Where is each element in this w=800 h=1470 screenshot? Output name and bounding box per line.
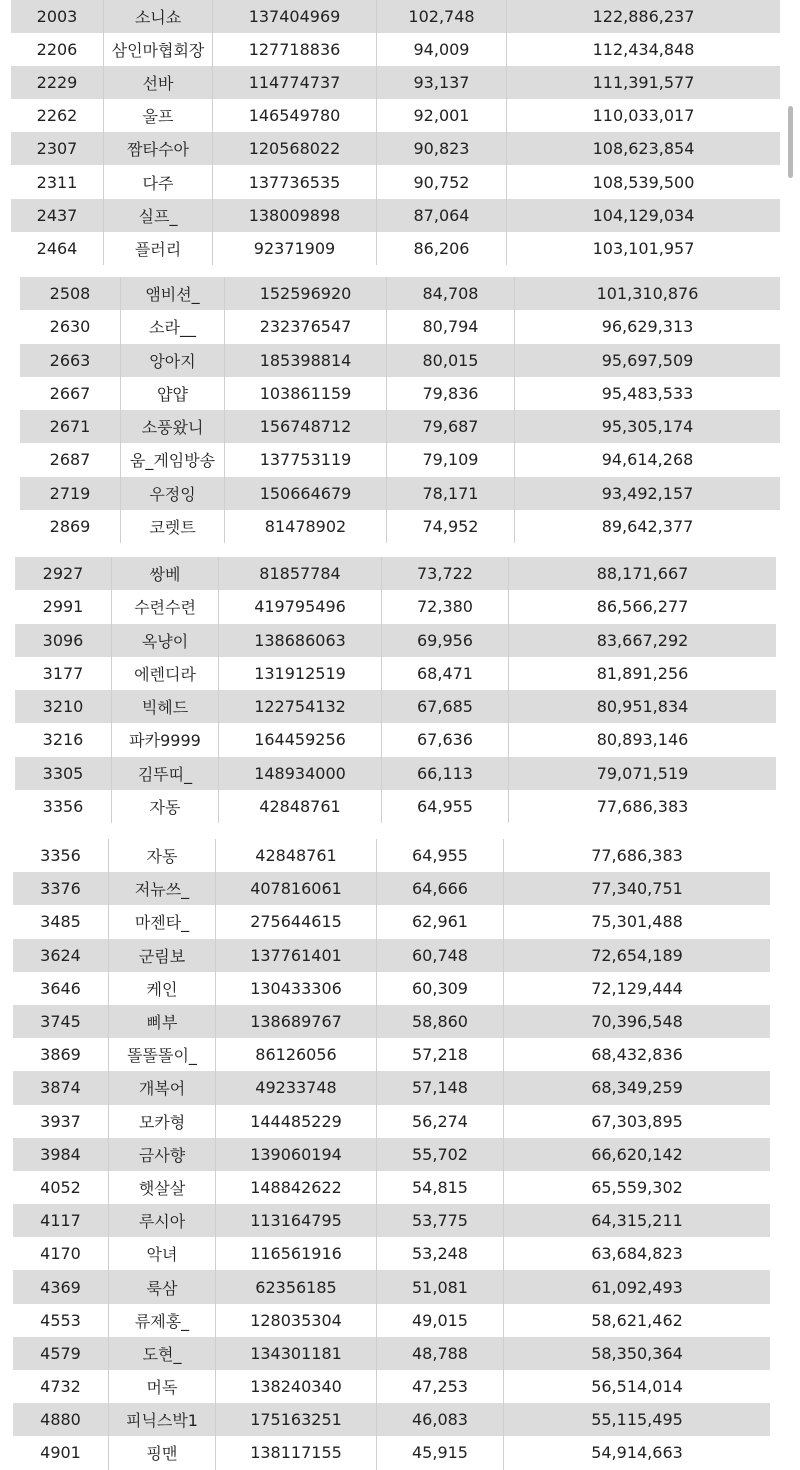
name-cell: 악녀	[108, 1237, 216, 1270]
count-cell: 51,081	[377, 1270, 504, 1303]
count-cell: 67,685	[382, 690, 509, 723]
amount-cell: 83,667,292	[596, 630, 689, 650]
count-cell: 79,109	[387, 443, 515, 476]
name-cell: 에렌디라	[111, 657, 219, 690]
count-cell: 69,956	[382, 624, 509, 657]
rank-cell: 4170	[40, 1244, 81, 1264]
count-cell: 53,248	[377, 1237, 504, 1270]
id-cell: 103861159	[225, 377, 387, 410]
table-row	[11, 132, 780, 165]
id-cell: 138240340	[216, 1370, 377, 1403]
table-row	[13, 939, 770, 972]
name-cell: 핑맨	[108, 1436, 216, 1469]
id-cell: 419795496	[219, 590, 382, 623]
count-cell: 66,113	[382, 757, 509, 790]
table-row	[15, 723, 776, 756]
table-row	[20, 310, 780, 343]
amount-cell: 93,492,157	[601, 483, 694, 503]
name-cell: 우정잉	[120, 477, 225, 510]
rank-cell: 2927	[42, 564, 84, 584]
id-cell: 156748712	[225, 410, 387, 443]
count-cell: 49,015	[377, 1304, 504, 1337]
count-cell: 74,952	[387, 510, 515, 543]
id-cell: 144485229	[216, 1105, 377, 1138]
amount-cell: 80,951,834	[596, 697, 689, 717]
count-cell: 73,722	[382, 557, 509, 590]
id-cell: 175163251	[216, 1403, 377, 1436]
table-row	[13, 1337, 770, 1370]
count-cell: 87,064	[377, 199, 507, 232]
count-cell: 46,083	[377, 1403, 504, 1436]
amount-cell: 68,349,259	[591, 1078, 683, 1098]
name-cell: 울프	[103, 99, 213, 132]
id-cell: 128035304	[216, 1304, 377, 1337]
name-cell: 피닉스박1	[108, 1403, 216, 1436]
name-cell: 움_게임방송	[120, 443, 225, 476]
amount-cell: 111,391,577	[592, 73, 695, 93]
rank-cell: 3305	[42, 763, 84, 783]
count-cell: 48,788	[377, 1337, 504, 1370]
table-row	[13, 1370, 770, 1403]
id-cell: 92371909	[213, 232, 377, 265]
name-cell: 자동	[108, 839, 216, 872]
amount-cell: 58,350,364	[591, 1343, 683, 1363]
amount-cell: 95,483,533	[601, 383, 694, 403]
name-cell: 모카형	[108, 1105, 216, 1138]
rank-cell: 2991	[42, 597, 84, 617]
amount-cell: 104,129,034	[592, 205, 695, 225]
rank-cell: 3984	[40, 1144, 81, 1164]
table-row	[11, 99, 780, 132]
count-cell: 80,015	[387, 344, 515, 377]
id-cell: 275644615	[216, 905, 377, 938]
amount-cell: 55,115,495	[591, 1410, 683, 1430]
rank-cell: 3869	[40, 1045, 81, 1065]
table-row	[15, 624, 776, 657]
id-cell: 116561916	[216, 1237, 377, 1270]
id-cell: 137753119	[225, 443, 387, 476]
rank-cell: 3624	[40, 945, 81, 965]
count-cell: 80,794	[387, 310, 515, 343]
rank-cell: 4369	[40, 1277, 81, 1297]
id-cell: 148842622	[216, 1171, 377, 1204]
table-row	[13, 872, 770, 905]
name-cell: 소라__	[120, 310, 225, 343]
id-cell: 137404969	[213, 0, 377, 33]
rank-cell: 2229	[36, 73, 78, 93]
count-cell: 78,171	[387, 477, 515, 510]
count-cell: 72,380	[382, 590, 509, 623]
table-row	[20, 510, 780, 543]
table-row	[13, 839, 770, 872]
table-row	[13, 1038, 770, 1071]
table-row	[11, 165, 780, 198]
name-cell: 마젠타_	[108, 905, 216, 938]
count-cell: 84,708	[387, 277, 515, 310]
name-cell: 코렛트	[120, 510, 225, 543]
count-cell: 64,955	[382, 790, 509, 823]
id-cell: 42848761	[219, 790, 382, 823]
amount-cell: 64,315,211	[591, 1211, 683, 1231]
name-cell: 다주	[103, 165, 213, 198]
id-cell: 232376547	[225, 310, 387, 343]
rank-cell: 3356	[40, 846, 81, 866]
amount-cell: 101,310,876	[596, 284, 699, 304]
amount-cell: 63,684,823	[591, 1244, 683, 1264]
count-cell: 68,471	[382, 657, 509, 690]
table-row	[15, 557, 776, 590]
name-cell: 도현_	[108, 1337, 216, 1370]
name-cell: 앙아지	[120, 344, 225, 377]
rank-cell: 2437	[36, 205, 78, 225]
rank-cell: 2464	[36, 238, 78, 258]
id-cell: 42848761	[216, 839, 377, 872]
id-cell: 139060194	[216, 1138, 377, 1171]
id-cell: 120568022	[213, 132, 377, 165]
table-row	[20, 277, 780, 310]
name-cell: 빅헤드	[111, 690, 219, 723]
amount-cell: 67,303,895	[591, 1111, 683, 1131]
id-cell: 127718836	[213, 33, 377, 66]
table-row	[13, 1171, 770, 1204]
amount-cell: 66,620,142	[591, 1144, 683, 1164]
count-cell: 90,823	[377, 132, 507, 165]
table-row	[13, 1403, 770, 1436]
amount-cell: 94,614,268	[601, 450, 694, 470]
rank-cell: 3216	[42, 730, 84, 750]
table-row	[20, 410, 780, 443]
rank-cell: 4732	[40, 1377, 81, 1397]
table-row	[15, 757, 776, 790]
name-cell: 파카9999	[111, 723, 219, 756]
rank-cell: 3745	[40, 1012, 81, 1032]
amount-cell: 68,432,836	[591, 1045, 683, 1065]
name-cell: 개복어	[108, 1071, 216, 1104]
table-row	[11, 0, 780, 33]
name-cell: 실프_	[103, 199, 213, 232]
id-cell: 130433306	[216, 972, 377, 1005]
table-row	[20, 377, 780, 410]
amount-cell: 77,340,751	[591, 879, 683, 899]
rank-cell: 2311	[36, 172, 78, 192]
table-row	[13, 1436, 770, 1469]
rank-cell: 3210	[42, 697, 84, 717]
id-cell: 131912519	[219, 657, 382, 690]
id-cell: 137761401	[216, 939, 377, 972]
amount-cell: 56,514,014	[591, 1377, 683, 1397]
name-cell: 똘똘똘이_	[108, 1038, 216, 1071]
table-row	[13, 1071, 770, 1104]
count-cell: 90,752	[377, 165, 507, 198]
name-cell: 자동	[111, 790, 219, 823]
count-cell: 45,915	[377, 1436, 504, 1469]
count-cell: 102,748	[377, 0, 507, 33]
rank-cell: 4117	[40, 1211, 81, 1231]
rank-cell: 2667	[49, 383, 91, 403]
amount-cell: 89,642,377	[601, 516, 694, 536]
rank-cell: 2719	[49, 483, 91, 503]
name-cell: 햇살살	[108, 1171, 216, 1204]
name-cell: 루시아	[108, 1204, 216, 1237]
table-row	[11, 33, 780, 66]
count-cell: 67,636	[382, 723, 509, 756]
count-cell: 93,137	[377, 66, 507, 99]
id-cell: 81478902	[225, 510, 387, 543]
table-row	[20, 344, 780, 377]
amount-cell: 110,033,017	[592, 106, 695, 126]
amount-cell: 58,621,462	[591, 1310, 683, 1330]
name-cell: 삼인마협회장	[103, 33, 213, 66]
name-cell: 쌍베	[111, 557, 219, 590]
count-cell: 64,666	[377, 872, 504, 905]
amount-cell: 54,914,663	[591, 1443, 683, 1463]
name-cell: 플러리	[103, 232, 213, 265]
count-cell: 64,955	[377, 839, 504, 872]
count-cell: 57,218	[377, 1038, 504, 1071]
table-row	[15, 590, 776, 623]
name-cell: 저뉴쓰_	[108, 872, 216, 905]
table-row	[13, 972, 770, 1005]
rank-cell: 3485	[40, 912, 81, 932]
amount-cell: 79,071,519	[596, 763, 689, 783]
rank-cell: 4901	[40, 1443, 81, 1463]
rank-cell: 2671	[49, 417, 91, 437]
table-row	[13, 1005, 770, 1038]
id-cell: 138686063	[219, 624, 382, 657]
amount-cell: 86,566,277	[596, 597, 689, 617]
amount-cell: 75,301,488	[591, 912, 683, 932]
id-cell: 81857784	[219, 557, 382, 590]
table-row	[13, 1204, 770, 1237]
table-row	[13, 1105, 770, 1138]
name-cell: 짬타수아	[103, 132, 213, 165]
rank-cell: 3937	[40, 1111, 81, 1131]
table-row	[13, 1270, 770, 1303]
amount-cell: 108,623,854	[592, 139, 695, 159]
count-cell: 94,009	[377, 33, 507, 66]
table-row	[13, 1237, 770, 1270]
id-cell: 148934000	[219, 757, 382, 790]
name-cell: 소니쇼	[103, 0, 213, 33]
count-cell: 53,775	[377, 1204, 504, 1237]
ranking-table-block	[15, 557, 776, 823]
table-row	[11, 232, 780, 265]
rank-cell: 4553	[40, 1310, 81, 1330]
id-cell: 137736535	[213, 165, 377, 198]
amount-cell: 103,101,957	[592, 238, 695, 258]
rank-cell: 2003	[36, 7, 78, 27]
name-cell: 머독	[108, 1370, 216, 1403]
name-cell: 수련수련	[111, 590, 219, 623]
id-cell: 164459256	[219, 723, 382, 756]
rank-cell: 4880	[40, 1410, 81, 1430]
count-cell: 58,860	[377, 1005, 504, 1038]
name-cell: 김뚜띠_	[111, 757, 219, 790]
id-cell: 134301181	[216, 1337, 377, 1370]
amount-cell: 77,686,383	[596, 796, 689, 816]
count-cell: 60,309	[377, 972, 504, 1005]
id-cell: 407816061	[216, 872, 377, 905]
table-row	[20, 477, 780, 510]
count-cell: 92,001	[377, 99, 507, 132]
count-cell: 54,815	[377, 1171, 504, 1204]
name-cell: 금사향	[108, 1138, 216, 1171]
rank-cell: 2663	[49, 350, 91, 370]
table-row	[13, 1304, 770, 1337]
id-cell: 138117155	[216, 1436, 377, 1469]
amount-cell: 112,434,848	[592, 40, 695, 60]
count-cell: 57,148	[377, 1071, 504, 1104]
amount-cell: 77,686,383	[591, 846, 683, 866]
rank-cell: 2508	[49, 284, 91, 304]
rank-cell: 3874	[40, 1078, 81, 1098]
name-cell: 류제홍_	[108, 1304, 216, 1337]
count-cell: 62,961	[377, 905, 504, 938]
rank-cell: 2869	[49, 516, 91, 536]
id-cell: 86126056	[216, 1038, 377, 1071]
id-cell: 114774737	[213, 66, 377, 99]
id-cell: 122754132	[219, 690, 382, 723]
ranking-table-block	[13, 839, 770, 1470]
id-cell: 150664679	[225, 477, 387, 510]
name-cell: 선바	[103, 66, 213, 99]
count-cell: 86,206	[377, 232, 507, 265]
table-row	[13, 905, 770, 938]
rank-cell: 3646	[40, 978, 81, 998]
name-cell: 케인	[108, 972, 216, 1005]
rank-cell: 3177	[42, 663, 84, 683]
rank-cell: 3376	[40, 879, 81, 899]
table-row	[13, 1138, 770, 1171]
amount-cell: 95,305,174	[601, 417, 694, 437]
table-row	[11, 199, 780, 232]
amount-cell: 122,886,237	[592, 7, 695, 27]
name-cell: 군림보	[108, 939, 216, 972]
id-cell: 138689767	[216, 1005, 377, 1038]
id-cell: 152596920	[225, 277, 387, 310]
amount-cell: 72,129,444	[591, 978, 683, 998]
count-cell: 47,253	[377, 1370, 504, 1403]
amount-cell: 72,654,189	[591, 945, 683, 965]
table-row	[11, 66, 780, 99]
rank-cell: 2307	[36, 139, 78, 159]
scrollbar[interactable]	[788, 106, 793, 178]
amount-cell: 108,539,500	[592, 172, 695, 192]
id-cell: 138009898	[213, 199, 377, 232]
count-cell: 79,687	[387, 410, 515, 443]
id-cell: 146549780	[213, 99, 377, 132]
table-row	[15, 657, 776, 690]
rank-cell: 2262	[36, 106, 78, 126]
rank-cell: 2630	[49, 317, 91, 337]
count-cell: 56,274	[377, 1105, 504, 1138]
id-cell: 185398814	[225, 344, 387, 377]
name-cell: 옥냥이	[111, 624, 219, 657]
count-cell: 55,702	[377, 1138, 504, 1171]
amount-cell: 80,893,146	[596, 730, 689, 750]
table-row	[20, 443, 780, 476]
amount-cell: 65,559,302	[591, 1177, 683, 1197]
ranking-table-block	[11, 0, 780, 265]
name-cell: 삐부	[108, 1005, 216, 1038]
amount-cell: 61,092,493	[591, 1277, 683, 1297]
rank-cell: 2687	[49, 450, 91, 470]
rank-cell: 4579	[40, 1343, 81, 1363]
name-cell: 앰비션_	[120, 277, 225, 310]
amount-cell: 96,629,313	[601, 317, 694, 337]
rank-cell: 3096	[42, 630, 84, 650]
count-cell: 60,748	[377, 939, 504, 972]
id-cell: 113164795	[216, 1204, 377, 1237]
amount-cell: 70,396,548	[591, 1012, 683, 1032]
rank-cell: 3356	[42, 796, 84, 816]
id-cell: 62356185	[216, 1270, 377, 1303]
ranking-table-block	[20, 277, 780, 543]
name-cell: 얍얍	[120, 377, 225, 410]
amount-cell: 81,891,256	[596, 663, 689, 683]
name-cell: 소풍왔니	[120, 410, 225, 443]
name-cell: 룩삼	[108, 1270, 216, 1303]
amount-cell: 95,697,509	[601, 350, 694, 370]
count-cell: 79,836	[387, 377, 515, 410]
table-row	[15, 690, 776, 723]
rank-cell: 2206	[36, 40, 78, 60]
amount-cell: 88,171,667	[596, 564, 689, 584]
rank-cell: 4052	[40, 1177, 81, 1197]
table-row	[15, 790, 776, 823]
id-cell: 49233748	[216, 1071, 377, 1104]
